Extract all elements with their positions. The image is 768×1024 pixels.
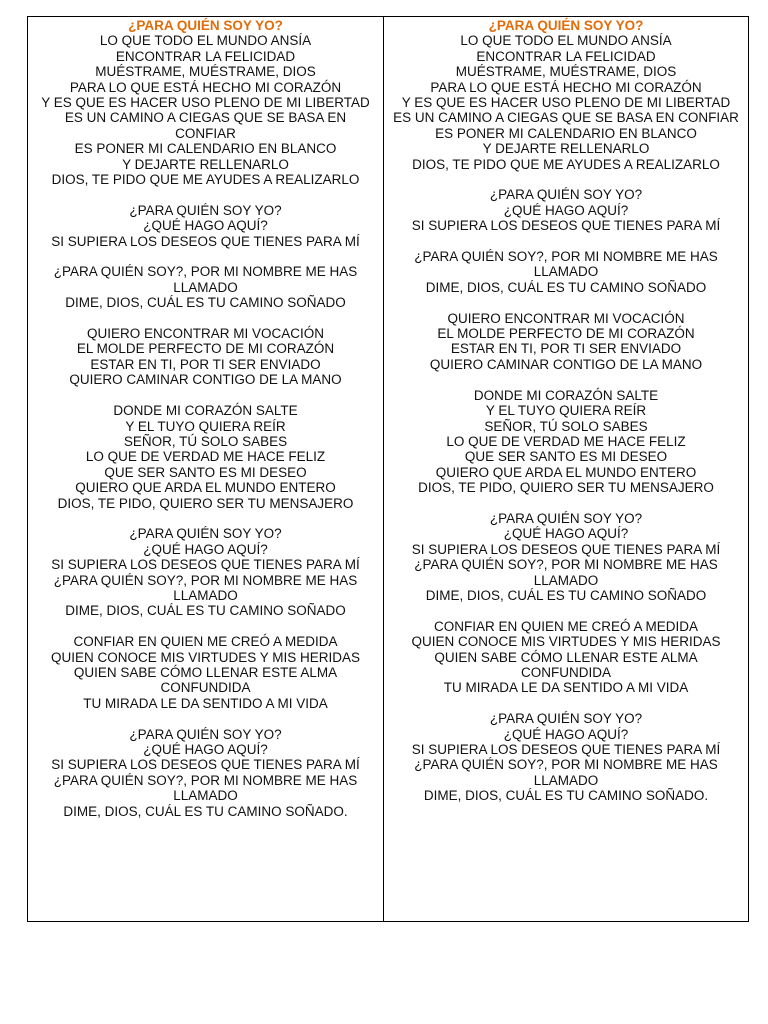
lyric-line: CONFIAR EN QUIEN ME CREÓ A MEDIDA (73, 634, 338, 650)
lyric-line: DIME, DIOS, CUÁL ES TU CAMINO SOÑADO. (423, 788, 709, 804)
lyric-line: QUIERO CAMINAR CONTIGO DE LA MANO (69, 372, 342, 388)
lyric-line: LO QUE DE VERDAD ME HACE FELIZ (446, 433, 686, 449)
stanza-container-left (28, 33, 383, 819)
lyric-line: ¿QUÉ HAGO AQUÍ? (503, 726, 629, 742)
stanza (28, 33, 383, 187)
stanza (28, 403, 383, 511)
lyric-line: DIOS, TE PIDO QUE ME AYUDES A REALIZARLO (412, 156, 720, 172)
right-column (384, 17, 748, 921)
lyric-line: QUE SER SANTO ES MI DESEO (104, 464, 307, 480)
stanza (384, 187, 748, 233)
lyric-line: CONFIAR EN QUIEN ME CREÓ A MEDIDA (433, 618, 699, 634)
stanza (384, 33, 748, 172)
stanza (28, 203, 383, 249)
lyric-line: ENCONTRAR LA FELICIDAD (476, 48, 656, 64)
stanza (384, 311, 748, 373)
stanza (384, 388, 748, 496)
stanza (28, 526, 383, 618)
stanza (28, 634, 383, 711)
lyric-line: MUÉSTRAME, MUÉSTRAME, DIOS (95, 64, 316, 80)
lyric-line: MUÉSTRAME, MUÉSTRAME, DIOS (455, 64, 677, 80)
lyric-line: LO QUE TODO EL MUNDO ANSÍA (99, 33, 312, 49)
lyric-line: ¿PARA QUIÉN SOY YO? (489, 187, 643, 203)
lyric-line: SEÑOR, TÚ SOLO SABES (484, 418, 648, 434)
lyric-line: ES UN CAMINO A CIEGAS QUE SE BASA EN CONFIAR (64, 110, 347, 141)
stanza (28, 727, 383, 819)
lyric-line: PARA LO QUE ESTÁ HECHO MI CORAZÓN (430, 79, 702, 95)
lyric-line: EL MOLDE PERFECTO DE MI CORAZÓN (76, 341, 335, 357)
lyric-line: EL MOLDE PERFECTO DE MI CORAZÓN (437, 326, 695, 342)
lyric-line: ESTAR EN TI, POR TI SER ENVIADO (90, 356, 321, 372)
lyric-line: LO QUE DE VERDAD ME HACE FELIZ (85, 449, 326, 465)
lyric-line: DIME, DIOS, CUÁL ES TU CAMINO SOÑADO (425, 279, 707, 295)
lyric-line: QUIEN CONOCE MIS VIRTUDES Y MIS HERIDAS (411, 634, 721, 650)
lyric-line: QUIERO QUE ARDA EL MUNDO ENTERO (75, 480, 336, 496)
lyric-line: SI SUPIERA LOS DESEOS QUE TIENES PARA MÍ (51, 757, 360, 773)
lyric-line: DIME, DIOS, CUÁL ES TU CAMINO SOÑADO (65, 295, 346, 311)
lyric-line: ¿PARA QUIÉN SOY?, POR MI NOMBRE ME HAS LLAMADO (414, 757, 718, 788)
lyric-line: DIME, DIOS, CUÁL ES TU CAMINO SOÑADO (425, 587, 707, 603)
song-title: ¿PARA QUIÉN SOY YO? (128, 18, 283, 33)
lyric-line: ¿QUÉ HAGO AQUÍ? (143, 541, 268, 557)
lyric-line: ¿QUÉ HAGO AQUÍ? (503, 526, 629, 542)
song-title: ¿PARA QUIÉN SOY YO? (488, 18, 644, 33)
lyric-line: Y ES QUE ES HACER USO PLENO DE MI LIBERTAD (401, 95, 731, 111)
lyric-line: TU MIRADA LE DA SENTIDO A MI VIDA (443, 680, 689, 696)
lyric-line: SI SUPIERA LOS DESEOS QUE TIENES PARA MÍ (411, 218, 721, 234)
lyric-line: SI SUPIERA LOS DESEOS QUE TIENES PARA MÍ (51, 557, 360, 573)
lyric-line: ENCONTRAR LA FELICIDAD (115, 48, 296, 64)
lyric-line: LO QUE TODO EL MUNDO ANSÍA (460, 33, 672, 49)
stanza (28, 326, 383, 388)
lyric-line: QUIEN SABE CÓMO LLENAR ESTE ALMA CONFUNDIDA (434, 649, 698, 680)
lyric-line: QUIERO ENCONTRAR MI VOCACIÓN (86, 326, 324, 342)
lyric-line: DIME, DIOS, CUÁL ES TU CAMINO SOÑADO. (63, 803, 348, 819)
lyric-line: ¿PARA QUIÉN SOY?, POR MI NOMBRE ME HAS LLAMADO (53, 572, 358, 603)
lyric-line: Y EL TUYO QUIERA REÍR (125, 418, 286, 434)
stanza (384, 511, 748, 603)
left-column (28, 17, 384, 921)
stanza (384, 619, 748, 696)
lyric-line: ¿PARA QUIÉN SOY?, POR MI NOMBRE ME HAS LLAMADO (414, 557, 718, 588)
stanza (384, 249, 748, 295)
lyric-line: ¿PARA QUIÉN SOY YO? (129, 726, 282, 742)
lyric-line: ¿QUÉ HAGO AQUÍ? (503, 202, 629, 218)
lyric-line: Y EL TUYO QUIERA REÍR (485, 403, 647, 419)
lyric-line: ¿QUÉ HAGO AQUÍ? (143, 218, 268, 234)
lyric-line: DIME, DIOS, CUÁL ES TU CAMINO SOÑADO (65, 603, 346, 619)
stanza (28, 264, 383, 310)
lyric-line: ¿PARA QUIÉN SOY?, POR MI NOMBRE ME HAS LLAMADO (53, 264, 358, 295)
lyric-line: ES PONER MI CALENDARIO EN BLANCO (435, 125, 697, 141)
lyric-line: QUE SER SANTO ES MI DESEO (464, 449, 668, 465)
lyric-line: SI SUPIERA LOS DESEOS QUE TIENES PARA MÍ (51, 233, 360, 249)
lyric-line: ¿PARA QUIÉN SOY YO? (489, 510, 643, 526)
lyric-line: ¿PARA QUIÉN SOY YO? (129, 202, 282, 218)
lyric-line: TU MIRADA LE DA SENTIDO A MI VIDA (83, 695, 328, 711)
lyric-line: PARA LO QUE ESTÁ HECHO MI CORAZÓN (69, 79, 342, 95)
lyric-line: Y DEJARTE RELLENARLO (482, 141, 650, 157)
lyric-line: QUIERO CAMINAR CONTIGO DE LA MANO (429, 356, 703, 372)
lyric-line: QUIERO ENCONTRAR MI VOCACIÓN (447, 310, 685, 326)
lyric-line: DIOS, TE PIDO QUE ME AYUDES A REALIZARLO (51, 172, 360, 188)
lyric-line: ¿PARA QUIÉN SOY YO? (129, 526, 282, 542)
lyric-line: DONDE MI CORAZÓN SALTE (113, 403, 298, 419)
lyric-line: Y DEJARTE RELLENARLO (122, 156, 289, 172)
lyric-line: ¿PARA QUIÉN SOY YO? (489, 711, 643, 727)
lyric-line: SI SUPIERA LOS DESEOS QUE TIENES PARA MÍ (411, 741, 721, 757)
lyric-line: QUIEN SABE CÓMO LLENAR ESTE ALMA CONFUNDIDA (73, 664, 338, 696)
lyric-line: ES PONER MI CALENDARIO EN BLANCO (74, 141, 337, 157)
lyric-line: DIOS, TE PIDO, QUIERO SER TU MENSAJERO (418, 480, 714, 496)
lyrics-table (27, 16, 749, 922)
lyric-line: ¿PARA QUIÉN SOY?, POR MI NOMBRE ME HAS LLAMADO (53, 772, 358, 804)
lyric-line: DIOS, TE PIDO, QUIERO SER TU MENSAJERO (57, 495, 354, 511)
lyric-line: DONDE MI CORAZÓN SALTE (473, 387, 659, 403)
lyric-line: SEÑOR, TÚ SOLO SABES (123, 433, 288, 449)
lyric-line: SI SUPIERA LOS DESEOS QUE TIENES PARA MÍ (411, 541, 721, 557)
lyric-line: ESTAR EN TI, POR TI SER ENVIADO (450, 341, 682, 357)
lyric-line: Y ES QUE ES HACER USO PLENO DE MI LIBERTAD (41, 95, 370, 111)
lyric-line: ES UN CAMINO A CIEGAS QUE SE BASA EN CONFIAR (393, 110, 739, 126)
stanza (384, 711, 748, 803)
lyric-line: QUIEN CONOCE MIS VIRTUDES Y MIS HERIDAS (50, 649, 361, 665)
lyric-line: ¿QUÉ HAGO AQUÍ? (143, 741, 268, 757)
lyric-line: QUIERO QUE ARDA EL MUNDO ENTERO (435, 464, 697, 480)
lyric-line: ¿PARA QUIÉN SOY?, POR MI NOMBRE ME HAS LLAMADO (414, 249, 718, 280)
stanza-container-right (384, 33, 748, 803)
